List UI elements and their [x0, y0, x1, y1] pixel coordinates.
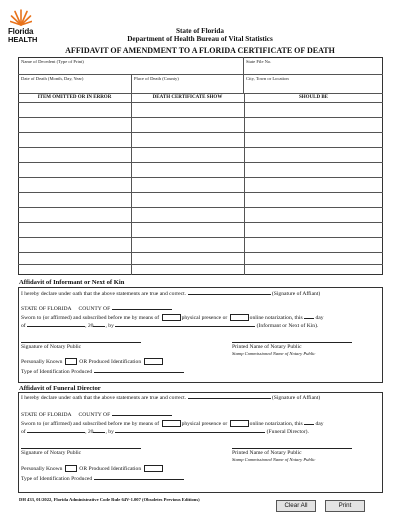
- funeral-known-label: Personally Known: [21, 465, 63, 472]
- funeral-notary-printed-field[interactable]: [232, 448, 352, 449]
- informant-county-field[interactable]: [112, 305, 172, 310]
- informant-by-label: , by: [105, 323, 114, 329]
- informant-personally-known-checkbox[interactable]: [65, 358, 77, 365]
- informant-notary-printed-field[interactable]: [232, 342, 352, 343]
- logo-text-health: HEALTH: [8, 35, 38, 44]
- informant-day-label: day: [315, 315, 324, 321]
- informant-affiant-signature-field[interactable]: [188, 290, 271, 295]
- funeral-idtype-field[interactable]: [94, 475, 184, 480]
- informant-stamp-label: Stamp Commissioned Name of Notary Public: [232, 351, 316, 356]
- date-of-death-label: Date of Death (Month, Day, Year): [21, 76, 84, 81]
- header-department: Department of Health Bureau of Vital Statistics: [127, 35, 273, 43]
- funeral-county-field[interactable]: [112, 411, 172, 416]
- funeral-declare-text: I hereby declare under oath that the above statements are true and correct.: [21, 395, 187, 401]
- funeral-printed-name-label: Printed Name of Notary Public: [232, 450, 302, 456]
- logo-text-florida: Florida: [8, 27, 34, 36]
- informant-sworn-text: Sworn to (or affirmed) and subscribed before me by means of: [21, 315, 160, 321]
- decedent-name-field[interactable]: [19, 65, 242, 73]
- informant-physical-label: physical presence or: [181, 315, 228, 321]
- informant-idtype-field[interactable]: [94, 368, 184, 373]
- city-town-field[interactable]: [244, 82, 382, 92]
- informant-online-label: online notarization, this: [249, 315, 303, 321]
- informant-physical-presence-checkbox[interactable]: [162, 314, 181, 321]
- funeral-personally-known-checkbox[interactable]: [65, 465, 77, 472]
- funeral-county-label: COUNTY OF: [78, 412, 111, 418]
- funeral-physical-presence-checkbox[interactable]: [162, 420, 181, 427]
- informant-notary-signature-field[interactable]: [21, 342, 141, 343]
- state-file-no-field[interactable]: [244, 65, 382, 73]
- funeral-sworn-text: Sworn to (or affirmed) and subscribed before me by means of: [21, 421, 160, 427]
- funeral-notary-signature-label: Signature of Notary Public: [21, 450, 82, 456]
- funeral-stamp-label: Stamp Commissioned Name of Notary Public: [232, 457, 316, 462]
- col-header-shows: DEATH CERTIFICATE SHOW: [152, 95, 223, 100]
- informant-of-label: of: [21, 323, 26, 329]
- funeral-by-label: , by: [105, 429, 114, 435]
- funeral-who-label: (Funeral Director).: [266, 429, 309, 435]
- informant-known-label: Personally Known: [21, 358, 63, 365]
- informant-idtype-label: Type of Identification Produced: [21, 369, 93, 375]
- informant-declare-text: I hereby declare under oath that the above statements are true and correct.: [21, 291, 187, 297]
- funeral-online-label: online notarization, this: [249, 421, 303, 427]
- informant-name-field[interactable]: [115, 322, 255, 327]
- form-footer-code: DH 433, 01/2022, Florida Administrative Code Rule 64V-1.007 (Obsoletes Previous Editions): [19, 497, 200, 502]
- funeral-year-field[interactable]: [93, 428, 105, 433]
- funeral-affiant-label: (Signature of Affiant): [271, 395, 321, 401]
- funeral-name-field[interactable]: [115, 428, 265, 433]
- funeral-day-field[interactable]: [304, 420, 314, 425]
- col-header-should-be: SHOULD BE: [298, 95, 329, 100]
- funeral-produced-id-checkbox[interactable]: [144, 465, 163, 472]
- informant-year-field[interactable]: [93, 322, 105, 327]
- informant-affiant-label: (Signature of Affiant): [271, 291, 321, 297]
- sun-icon: [10, 8, 32, 26]
- informant-online-notarization-checkbox[interactable]: [230, 314, 249, 321]
- header-state: State of Florida: [176, 27, 224, 35]
- funeral-notary-signature-field[interactable]: [21, 448, 141, 449]
- city-town-label: City, Town or Location: [246, 76, 289, 81]
- funeral-produced-label: OR Produced Identification: [79, 465, 142, 472]
- informant-notary-signature-label: Signature of Notary Public: [21, 344, 82, 350]
- table-body-entry-area[interactable]: [19, 103, 382, 274]
- informant-section-title: Affidavit of Informant or Next of Kin: [19, 279, 125, 286]
- page-title: AFFIDAVIT OF AMENDMENT TO A FLORIDA CERTIFICATE OF DEATH: [65, 46, 335, 55]
- informant-month-field[interactable]: [27, 322, 85, 327]
- funeral-idtype-label: Type of Identification Produced: [21, 476, 93, 482]
- state-file-no-label: State File No.: [246, 59, 272, 64]
- informant-year-label: , 20: [85, 323, 94, 329]
- col-header-item: ITEM OMITTED OR IN ERROR: [37, 95, 112, 100]
- funeral-online-notarization-checkbox[interactable]: [230, 420, 249, 427]
- funeral-affiant-signature-field[interactable]: [188, 394, 271, 399]
- informant-county-label: COUNTY OF: [78, 306, 111, 312]
- informant-who-label: (Informant or Next of Kin).: [256, 323, 319, 329]
- funeral-month-field[interactable]: [27, 428, 85, 433]
- print-button[interactable]: Print: [325, 500, 365, 512]
- funeral-section-title: Affidavit of Funeral Director: [19, 385, 101, 392]
- date-of-death-field[interactable]: [19, 82, 130, 92]
- funeral-state-text: STATE OF FLORIDA: [21, 412, 72, 418]
- informant-state-text: STATE OF FLORIDA: [21, 306, 72, 312]
- informant-day-field[interactable]: [304, 314, 314, 319]
- informant-produced-label: OR Produced Identification: [79, 358, 142, 365]
- place-of-death-label: Place of Death (County): [134, 76, 179, 81]
- informant-printed-name-label: Printed Name of Notary Public: [232, 344, 302, 350]
- decedent-name-label: Name of Decedent (Type of Print): [21, 59, 84, 64]
- funeral-year-label: , 20: [85, 429, 94, 435]
- funeral-day-label: day: [315, 421, 324, 427]
- place-of-death-field[interactable]: [132, 82, 242, 92]
- informant-produced-id-checkbox[interactable]: [144, 358, 163, 365]
- funeral-of-label: of: [21, 429, 26, 435]
- clear-all-button[interactable]: Clear All: [276, 500, 316, 512]
- funeral-physical-label: physical presence or: [181, 421, 228, 427]
